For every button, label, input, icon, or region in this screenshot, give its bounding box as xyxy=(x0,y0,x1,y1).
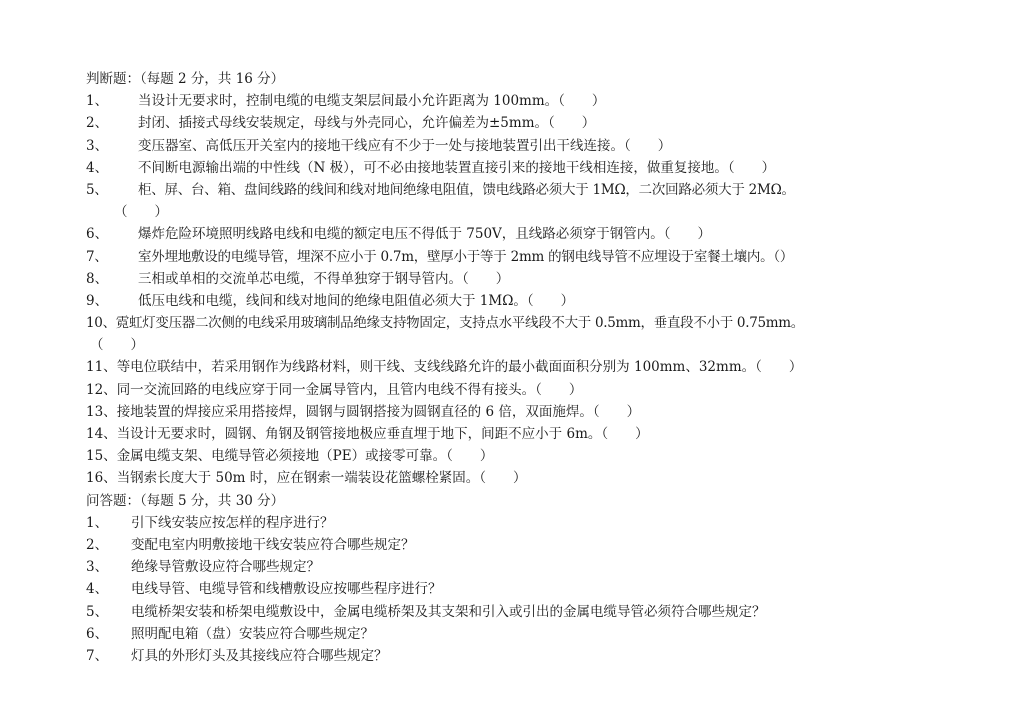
item-text: 变压器室、高低压开关室内的接地干线应有不少于一处与接地装置引出干线连接。（ ） xyxy=(138,137,672,154)
judge-item-14 xyxy=(86,423,966,445)
item-text: 电线导管、电缆导管和线槽敷设应按哪些程序进行？ xyxy=(131,581,442,598)
item-text: 电缆桥架安装和桥架电缆敷设中，金属电缆桥架及其支架和引入或引出的金属电缆导管必须符合哪些规定？ xyxy=(131,603,766,620)
item-text: 绝缘导管敷设应符合哪些规定？ xyxy=(131,559,320,576)
item-number: 2、 xyxy=(86,536,109,553)
qa-heading: 问答题：（每题 5 分，共 30 分） xyxy=(86,492,285,509)
item-text: 等电位联结中，若采用钢作为线路材料，则干线、支线线路允许的最小截面面积分别为 100mm、32mm。（ ） xyxy=(116,359,803,376)
item-number: 8、 xyxy=(86,270,109,287)
judge-item-11 xyxy=(86,356,966,378)
item-number: 6、 xyxy=(86,226,109,243)
judge-item-13 xyxy=(86,401,966,423)
item-number: 2、 xyxy=(86,115,109,132)
judge-item-5 xyxy=(86,179,966,201)
item-text: 低压电线和电缆，线间和线对地间的绝缘电阻值必须大于 1MΩ。（ ） xyxy=(138,292,575,309)
item-text: 室外埋地敷设的电缆导管，埋深不应小于 0.7m，壁厚小于等于 2mm 的钢电线导管不应埋设于室餐土壤内。（） xyxy=(138,248,794,265)
item-number: 11、 xyxy=(86,359,117,376)
item-number: 10、 xyxy=(86,315,116,332)
judge-heading: 判断题：（每题 2 分，共 16 分） xyxy=(86,71,285,87)
item-number: 5、 xyxy=(86,603,109,620)
item-number: 4、 xyxy=(86,581,109,598)
exam-body xyxy=(86,68,966,667)
judge-item-2 xyxy=(86,112,966,134)
judge-item-6 xyxy=(86,223,966,245)
judge-item-10 xyxy=(86,312,966,334)
judge-item-10-continuation: （ ） xyxy=(90,337,144,354)
item-number: 7、 xyxy=(86,248,108,265)
judge-item-4 xyxy=(86,157,966,179)
item-text: 当钢索长度大于 50m 时，应在钢索一端装设花篮螺栓紧固。（ ） xyxy=(116,470,527,487)
item-text: 霓虹灯变压器二次侧的电线采用玻璃制品绝缘支持物固定，支持点水平线段不大于 0.5mm，垂直段不小于 0.75mm。 xyxy=(115,315,804,332)
item-number: 16、 xyxy=(86,470,117,487)
item-text: 照明配电箱（盘）安装应符合哪些规定？ xyxy=(131,625,374,642)
judge-item-8 xyxy=(86,268,966,290)
item-number: 4、 xyxy=(86,159,109,176)
judge-item-15 xyxy=(86,445,966,467)
item-number: 1、 xyxy=(86,514,109,531)
item-text: 当设计无要求时，圆钢、角钢及钢管接地极应垂直埋于地下，间距不应小于 6m。（ ） xyxy=(116,426,649,442)
item-number: 12、 xyxy=(86,381,117,398)
judge-item-1 xyxy=(86,90,966,112)
item-text: 金属电缆支架、电缆导管必须接地（PE）或接零可靠。（ ） xyxy=(116,448,494,465)
item-number: 15、 xyxy=(86,448,117,465)
qa-item-3 xyxy=(86,556,966,578)
item-text: 变配电室内明敷接地干线安装应符合哪些规定？ xyxy=(131,536,415,553)
item-number: 3、 xyxy=(86,559,109,576)
item-text: 不间断电源输出端的中性线（N 极），可不必由接地装置直接引来的接地干线相连接，做重复接地。（ ） xyxy=(138,159,776,176)
item-number: 3、 xyxy=(86,137,109,154)
item-number: 5、 xyxy=(86,181,108,198)
item-number: 13、 xyxy=(86,403,117,420)
item-text: 柜、屏、台、箱、盘间线路的线间和线对地间绝缘电阻值，馈电线路必须大于 1MΩ，二次回路必须大于 2MΩ。 xyxy=(138,181,795,198)
item-number: 7、 xyxy=(86,647,109,664)
judge-item-7 xyxy=(86,246,966,268)
qa-item-6 xyxy=(86,623,966,645)
item-text: 同一交流回路的电线应穿于同一金属导管内，且管内电线不得有接头。（ ） xyxy=(116,381,583,398)
item-number: 6、 xyxy=(86,625,109,642)
judge-item-9 xyxy=(86,290,966,312)
qa-item-1 xyxy=(86,512,966,534)
judge-item-16 xyxy=(86,467,966,489)
judge-item-3 xyxy=(86,135,966,157)
item-text: 当设计无要求时，控制电缆的电缆支架层间最小允许距离为 100mm。（ ） xyxy=(138,93,606,110)
item-number: 9、 xyxy=(86,292,109,309)
item-text: 接地装置的焊接应采用搭接焊，圆钢与圆钢搭接为圆钢直径的 6 倍，双面施焊。（ ） xyxy=(116,403,641,420)
judge-item-12 xyxy=(86,379,966,401)
item-number: 14、 xyxy=(86,426,117,442)
item-number: 1、 xyxy=(86,93,109,110)
item-text: 爆炸危险环境照明线路电线和电缆的额定电压不得低于 750V，且线路必须穿于钢管内。（ ） xyxy=(138,226,712,243)
qa-item-2 xyxy=(86,534,966,556)
item-text: 三相或单相的交流单芯电缆，不得单独穿于钢导管内。（ ） xyxy=(138,270,510,287)
judge-item-5-continuation: （ ） xyxy=(114,204,168,221)
qa-item-4 xyxy=(86,578,966,600)
item-text: 封闭、插接式母线安装规定，母线与外壳同心，允许偏差为±5mm。（ ） xyxy=(138,115,596,132)
item-text: 灯具的外形灯头及其接线应符合哪些规定？ xyxy=(131,647,388,664)
qa-item-7 xyxy=(86,645,966,667)
item-text: 引下线安装应按怎样的程序进行？ xyxy=(131,514,334,531)
qa-item-5 xyxy=(86,601,966,623)
